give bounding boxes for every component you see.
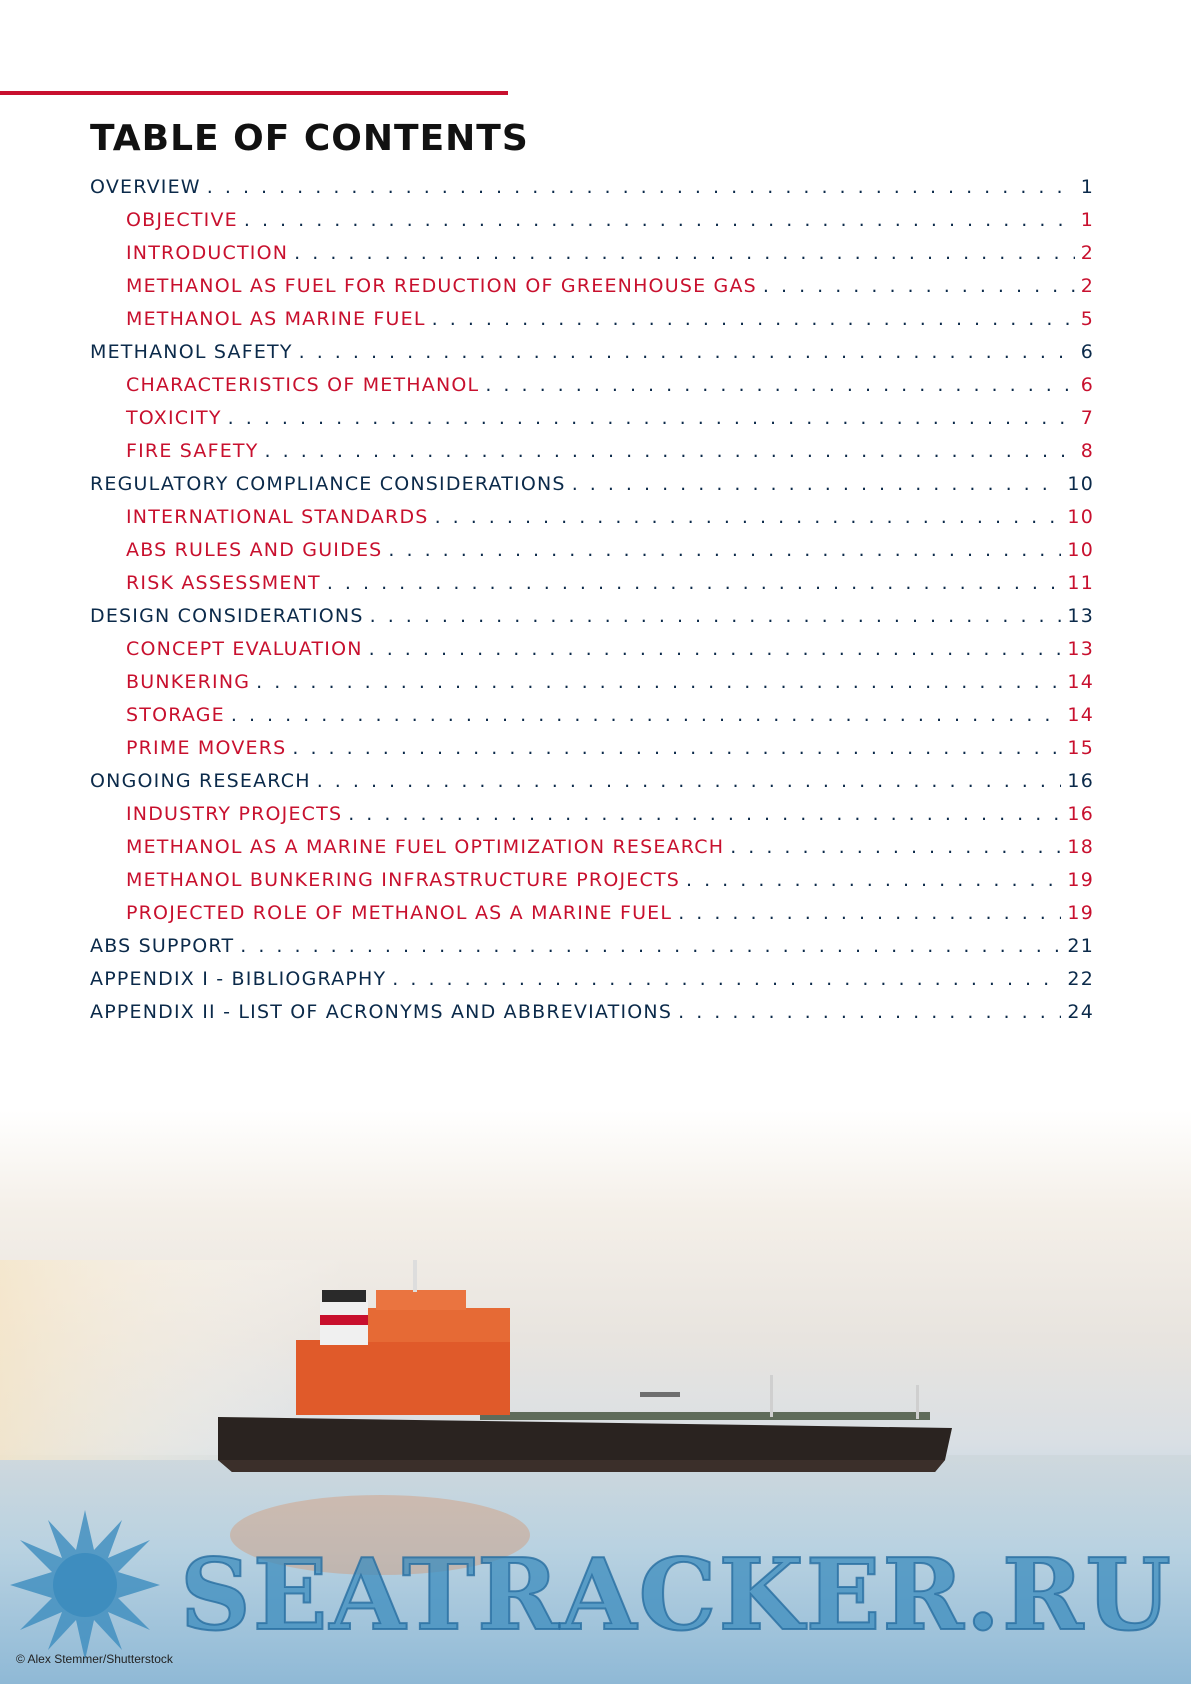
toc-subsection-entry[interactable] xyxy=(90,209,1094,242)
toc-subsection-entry[interactable] xyxy=(90,440,1094,473)
toc-page-number: 10 xyxy=(1067,539,1094,561)
toc-page-number: 16 xyxy=(1067,770,1094,792)
toc-entry-label: FIRE SAFETY xyxy=(126,440,259,462)
toc-entry-label: BUNKERING xyxy=(126,671,251,693)
toc-entry-label: OVERVIEW xyxy=(90,176,201,198)
dot-leader xyxy=(572,473,1062,495)
watermark-text: SEATRACKER.RU xyxy=(180,1538,1173,1653)
toc-subsection-entry[interactable] xyxy=(90,506,1094,539)
toc-subsection-entry[interactable] xyxy=(90,407,1094,440)
dot-leader xyxy=(292,737,1061,759)
toc-page-number: 11 xyxy=(1067,572,1094,594)
toc-subsection-entry[interactable] xyxy=(90,803,1094,836)
page-title: TABLE OF CONTENTS xyxy=(90,118,529,159)
toc-entry-label: CHARACTERISTICS OF METHANOL xyxy=(126,374,480,396)
toc-subsection-entry[interactable] xyxy=(90,671,1094,704)
toc-subsection-entry[interactable] xyxy=(90,704,1094,737)
toc-page-number: 24 xyxy=(1067,1001,1094,1023)
toc-entry-label: INTRODUCTION xyxy=(126,242,289,264)
toc-subsection-entry[interactable] xyxy=(90,836,1094,869)
dot-leader xyxy=(678,1001,1061,1023)
toc-page-number: 1 xyxy=(1080,176,1094,198)
dot-leader xyxy=(228,407,1075,429)
toc-page-number: 14 xyxy=(1067,704,1094,726)
toc-entry-label: METHANOL AS MARINE FUEL xyxy=(126,308,426,330)
toc-entry-label: ABS SUPPORT xyxy=(90,935,235,957)
toc-subsection-entry[interactable] xyxy=(90,539,1094,572)
toc-entry-label: METHANOL BUNKERING INFRASTRUCTURE PROJECTS xyxy=(126,869,681,891)
toc-entry-label: STORAGE xyxy=(126,704,225,726)
toc-entry-label: ONGOING RESEARCH xyxy=(90,770,311,792)
toc-subsection-entry[interactable] xyxy=(90,242,1094,275)
dot-leader xyxy=(207,176,1075,198)
toc-subsection-entry[interactable] xyxy=(90,869,1094,902)
dot-leader xyxy=(388,539,1061,561)
toc-section-entry[interactable] xyxy=(90,968,1094,1001)
table-of-contents xyxy=(90,176,1094,1034)
toc-entry-label: APPENDIX I - BIBLIOGRAPHY xyxy=(90,968,387,990)
toc-entry-label: OBJECTIVE xyxy=(126,209,238,231)
photo-credit: © Alex Stemmer/Shutterstock xyxy=(16,1652,173,1666)
toc-page-number: 5 xyxy=(1080,308,1094,330)
toc-entry-label: METHANOL AS FUEL FOR REDUCTION OF GREENHOUSE GAS xyxy=(126,275,757,297)
toc-section-entry[interactable] xyxy=(90,1001,1094,1034)
dot-leader xyxy=(256,671,1061,693)
toc-subsection-entry[interactable] xyxy=(90,572,1094,605)
toc-subsection-entry[interactable] xyxy=(90,374,1094,407)
toc-page-number: 18 xyxy=(1067,836,1094,858)
dot-leader xyxy=(763,275,1075,297)
dot-leader xyxy=(485,374,1074,396)
toc-entry-label: METHANOL SAFETY xyxy=(90,341,293,363)
toc-subsection-entry[interactable] xyxy=(90,737,1094,770)
dot-leader xyxy=(240,935,1061,957)
dot-leader xyxy=(265,440,1075,462)
toc-page-number: 15 xyxy=(1067,737,1094,759)
dot-leader xyxy=(317,770,1062,792)
tanker-ship-photo xyxy=(0,1110,1191,1684)
toc-page-number: 19 xyxy=(1067,902,1094,924)
dot-leader xyxy=(299,341,1075,363)
toc-page-number: 10 xyxy=(1067,506,1094,528)
toc-page-number: 6 xyxy=(1080,374,1094,396)
toc-subsection-entry[interactable] xyxy=(90,638,1094,671)
dot-leader xyxy=(327,572,1062,594)
toc-section-entry[interactable] xyxy=(90,935,1094,968)
toc-page-number: 22 xyxy=(1067,968,1094,990)
toc-page-number: 14 xyxy=(1067,671,1094,693)
dot-leader xyxy=(730,836,1061,858)
toc-entry-label: ABS RULES AND GUIDES xyxy=(126,539,383,561)
toc-entry-label: INTERNATIONAL STANDARDS xyxy=(126,506,429,528)
toc-page-number: 10 xyxy=(1067,473,1094,495)
toc-section-entry[interactable] xyxy=(90,176,1094,209)
toc-entry-label: PROJECTED ROLE OF METHANOL AS A MARINE FUEL xyxy=(126,902,673,924)
toc-entry-label: CONCEPT EVALUATION xyxy=(126,638,363,660)
toc-section-entry[interactable] xyxy=(90,770,1094,803)
toc-page-number: 16 xyxy=(1067,803,1094,825)
toc-page-number: 2 xyxy=(1080,275,1094,297)
sun-logo-icon xyxy=(10,1510,160,1660)
toc-section-entry[interactable] xyxy=(90,341,1094,374)
dot-leader xyxy=(392,968,1061,990)
toc-page-number: 1 xyxy=(1080,209,1094,231)
toc-entry-label: INDUSTRY PROJECTS xyxy=(126,803,343,825)
toc-entry-label: RISK ASSESSMENT xyxy=(126,572,321,594)
dot-leader xyxy=(294,242,1075,264)
dot-leader xyxy=(432,308,1075,330)
dot-leader xyxy=(244,209,1075,231)
toc-subsection-entry[interactable] xyxy=(90,275,1094,308)
toc-section-entry[interactable] xyxy=(90,473,1094,506)
dot-leader xyxy=(348,803,1061,825)
toc-page-number: 19 xyxy=(1067,869,1094,891)
toc-page-number: 13 xyxy=(1067,638,1094,660)
dot-leader xyxy=(686,869,1061,891)
toc-page-number: 13 xyxy=(1067,605,1094,627)
toc-page-number: 21 xyxy=(1067,935,1094,957)
dot-leader xyxy=(369,638,1062,660)
toc-entry-label: METHANOL AS A MARINE FUEL OPTIMIZATION RESEARCH xyxy=(126,836,725,858)
toc-page-number: 2 xyxy=(1080,242,1094,264)
toc-entry-label: DESIGN CONSIDERATIONS xyxy=(90,605,364,627)
dot-leader xyxy=(231,704,1062,726)
dot-leader xyxy=(435,506,1062,528)
toc-subsection-entry[interactable] xyxy=(90,902,1094,935)
toc-section-entry[interactable] xyxy=(90,605,1094,638)
toc-subsection-entry[interactable] xyxy=(90,308,1094,341)
toc-entry-label: PRIME MOVERS xyxy=(126,737,287,759)
toc-page-number: 8 xyxy=(1080,440,1094,462)
toc-entry-label: TOXICITY xyxy=(126,407,222,429)
toc-entry-label: APPENDIX II - LIST OF ACRONYMS AND ABBREVIATIONS xyxy=(90,1001,673,1023)
toc-page-number: 6 xyxy=(1080,341,1094,363)
toc-entry-label: REGULATORY COMPLIANCE CONSIDERATIONS xyxy=(90,473,566,495)
red-accent-rule xyxy=(0,91,508,95)
dot-leader xyxy=(678,902,1061,924)
dot-leader xyxy=(370,605,1062,627)
toc-page-number: 7 xyxy=(1080,407,1094,429)
